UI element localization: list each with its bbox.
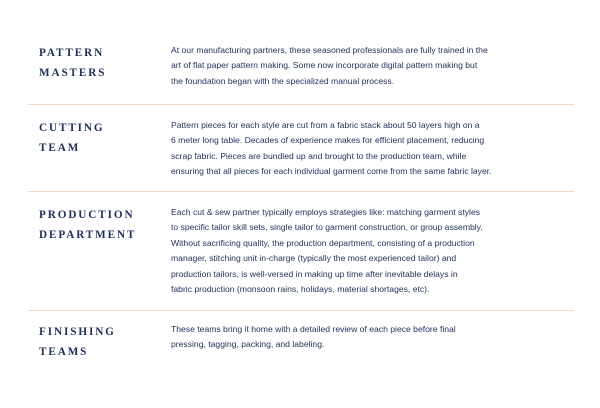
section-divider (28, 191, 574, 192)
section-title (39, 205, 159, 245)
section-title (39, 118, 159, 158)
section-title-line2: MASTERS (39, 67, 107, 79)
section-title-line1: CUTTING (39, 122, 105, 134)
section-description: At our manufacturing partners, these seasoned professionals are fully trained in the art of flat paper pattern making. Some now incorporate digital pattern making but the foundation began with the specialized manual process. (171, 45, 488, 86)
section-title-line2: DEPARTMENT (39, 229, 137, 241)
section-title-line2: TEAMS (39, 346, 89, 358)
section-divider (28, 104, 574, 105)
section-description: Pattern pieces for each style are cut from a fabric stack about 50 layers high on a 6 meter long table. Decades of experience makes for efficient placement, reducing scrap fabric. Pieces are bundled up and brought to the production team, while ensuring that all pieces for each individual garment come from the same fabric layer. (171, 120, 492, 177)
section-description: These teams bring it home with a detailed review of each piece before final pressing, tagging, packing, and labeling. (171, 324, 456, 350)
section-description: Each cut & sew partner typically employs strategies like: matching garment styles to specific tailor skill sets, single tailor to garment construction, or group assembly. Without sacrificing quality, the production department, consisting of a production manager, stitching unit in-charge (typically the most experienced tailor) and production tailors, is well-versed in making up time after inevitable delays in fabric production (monsoon rains, holidays, material shortages, etc). (171, 207, 483, 295)
section-divider (28, 310, 574, 311)
section-title-line1: PRODUCTION (39, 209, 135, 221)
section-title (39, 322, 159, 362)
section-title-line1: PATTERN (39, 47, 105, 59)
section-title (39, 43, 159, 83)
section-title-line2: TEAM (39, 142, 81, 154)
section-title-line1: FINISHING (39, 326, 116, 338)
